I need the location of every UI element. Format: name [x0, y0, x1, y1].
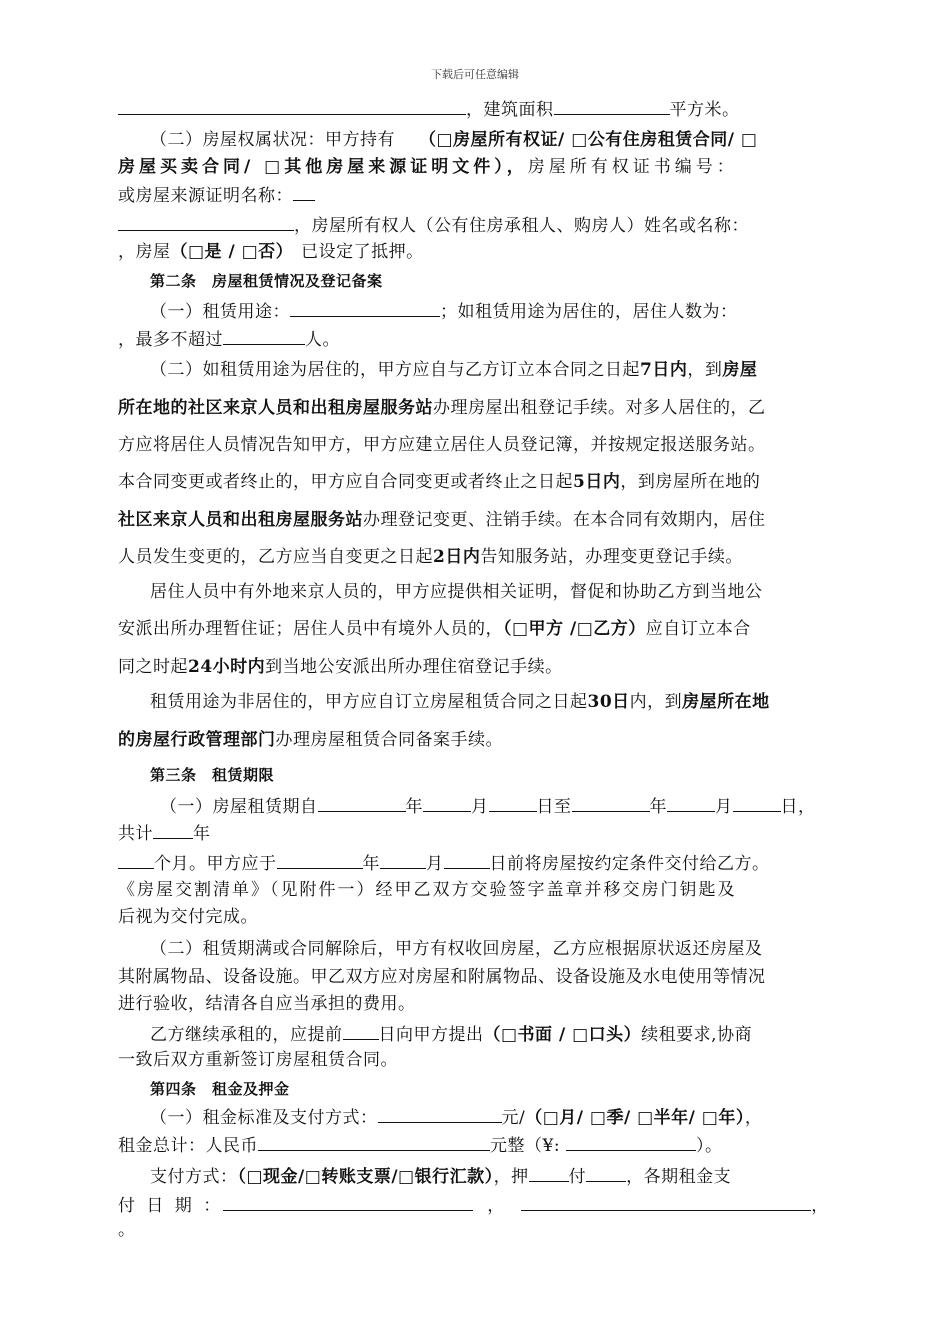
blank-field[interactable]	[118, 850, 154, 869]
blank-field[interactable]	[153, 820, 193, 839]
section-heading: 第三条 租赁期限	[150, 766, 275, 784]
page-header: 下载后可任意编辑	[431, 68, 519, 81]
blank-field[interactable]	[521, 1192, 811, 1211]
text-line: （二）房屋权属状况：甲方持有 （□房屋所有权证/ □公有住房租赁合同/ □	[150, 130, 758, 150]
text-line: 安派出所办理暂住证；居住人员中有境外人员的，（□甲方 /□乙方）应自订立本合	[118, 619, 751, 639]
text-line: 个月。甲方应于 年 月 日前将房屋按约定条件交付给乙方。	[118, 850, 770, 876]
blank-field[interactable]	[529, 1163, 569, 1182]
text-line: ，建筑面积 平方米。	[118, 96, 740, 122]
blank-field[interactable]	[489, 793, 537, 812]
text-line: 方应将居住人员情况告知甲方，甲方应建立居住人员登记簿，并按规定报送服务站。	[118, 435, 766, 455]
text-line: 支付方式：（□现金/□转账支票/□银行汇款），押 付 ，各期租金支	[150, 1163, 731, 1189]
blank-field[interactable]	[293, 182, 315, 201]
text-line: 进行验收，结清各自应当承担的费用。	[118, 994, 416, 1014]
text-line: 乙方继续承租的，应提前 日向甲方提出（□书面 / □口头）续租要求,协商	[150, 1021, 752, 1047]
text-line: （一）租赁用途： ；如租赁用途为居住的，居住人数为：	[150, 298, 738, 324]
blank-field[interactable]	[223, 326, 305, 345]
blank-field[interactable]	[290, 298, 440, 317]
text-line: 租金总计：人民币 元整（¥: ）。	[118, 1132, 723, 1158]
blank-field[interactable]	[667, 793, 715, 812]
text-line: 所在地的社区来京人员和出租房屋服务站办理房屋出租登记手续。对多人居住的，乙	[118, 398, 766, 418]
section-heading: 第四条 租金及押金	[150, 1080, 290, 1098]
text-line: （一）租金标准及支付方式： 元/（□月/ □季/ □半年/ □年），	[150, 1104, 762, 1130]
text-line: （一）房屋租赁期自 年 月 日至 年 月 日，	[160, 793, 816, 819]
blank-field[interactable]	[554, 96, 670, 115]
blank-field[interactable]	[258, 1132, 490, 1151]
text-line: ，最多不超过 人。	[118, 326, 340, 352]
text-line: 《房屋交割清单》（见附件一）经甲乙双方交验签字盖章并移交房门钥匙及	[118, 880, 737, 900]
text-line: 后视为交付完成。	[118, 907, 258, 927]
text-line: （二）租赁期满或合同解除后，甲方有权收回房屋，乙方应根据原状返还房屋及	[150, 939, 763, 959]
blank-field[interactable]	[118, 96, 466, 115]
text-line: 本合同变更或者终止的，甲方应自合同变更或者终止之日起5日内，到房屋所在地的	[118, 472, 761, 492]
blank-field[interactable]	[277, 850, 363, 869]
text-line: 租赁用途为非居住的，甲方应自订立房屋租赁合同之日起30日内，到房屋所在地	[150, 692, 770, 712]
text-line: 人员发生变更的，乙方应当自变更之日起2日内告知服务站，办理变更登记手续。	[118, 547, 743, 567]
text-line: 的房屋行政管理部门办理房屋租赁合同备案手续。	[118, 730, 503, 750]
text-line: 或房屋来源证明名称：	[118, 182, 315, 208]
text-line: （二）如租赁用途为居住的，甲方应自与乙方订立本合同之日起7日内，到房屋	[150, 360, 758, 380]
blank-field[interactable]	[380, 850, 426, 869]
blank-field[interactable]	[444, 850, 490, 869]
blank-field[interactable]	[118, 212, 294, 231]
section-heading: 第二条 房屋租赁情况及登记备案	[150, 272, 383, 290]
blank-field[interactable]	[378, 1104, 502, 1123]
blank-field[interactable]	[318, 793, 406, 812]
text-line: 其附属物品、设备设施。甲乙双方应对房屋和附属物品、设备设施及水电使用等情况	[118, 967, 766, 987]
text-line: 同之时起24小时内到当地公安派出所办理住宿登记手续。	[118, 657, 563, 677]
text-line: ，房屋所有权人（公有住房承租人、购房人）姓名或名称：	[118, 212, 749, 238]
text-line: 。	[118, 1220, 136, 1240]
text-line: 居住人员中有外地来京人员的，甲方应提供相关证明，督促和协助乙方到当地公	[150, 582, 763, 602]
blank-field[interactable]	[733, 793, 781, 812]
blank-field[interactable]	[223, 1192, 473, 1211]
text-line: 共计 年	[118, 820, 211, 846]
text-line: 付 日 期 ： ， ，	[118, 1192, 831, 1218]
blank-field[interactable]	[343, 1021, 379, 1040]
text-line: 社区来京人员和出租房屋服务站办理登记变更、注销手续。在本合同有效期内，居住	[118, 510, 766, 530]
blank-field[interactable]	[566, 1132, 696, 1151]
text-line: 房屋买卖合同/ □其他房屋来源证明文件），房屋所有权证书编号：	[118, 157, 738, 177]
text-line: ，房屋（□是 / □否） 已设定了抵押。	[118, 242, 424, 262]
blank-field[interactable]	[586, 1163, 626, 1182]
text-line: 一致后双方重新签订房屋租赁合同。	[118, 1050, 398, 1070]
blank-field[interactable]	[572, 793, 650, 812]
blank-field[interactable]	[423, 793, 471, 812]
